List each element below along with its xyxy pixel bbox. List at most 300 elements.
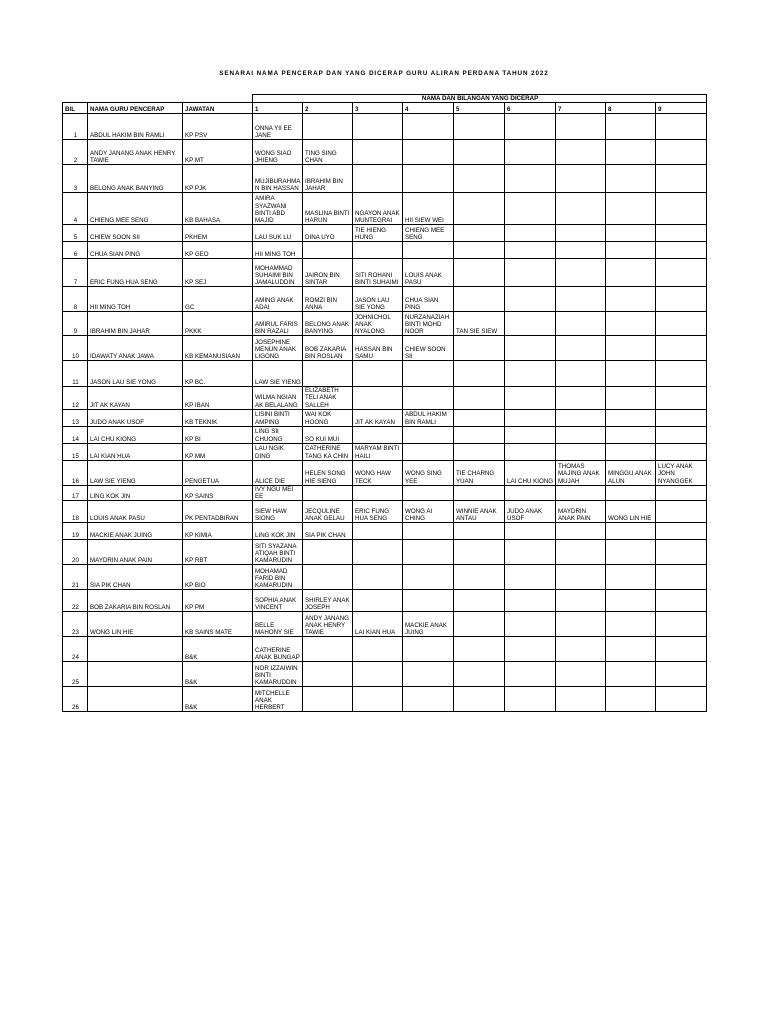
observed-teacher [656, 114, 707, 140]
position: KP PJK [183, 165, 253, 193]
observed-teacher [556, 336, 606, 361]
observed-teacher: NGAYON ANAK MUNTEGRAI [353, 193, 403, 225]
observed-teacher [606, 193, 656, 225]
column-header: 6 [505, 103, 556, 114]
observed-teacher [606, 361, 656, 387]
observed-teacher: ALICE DIE [253, 460, 303, 485]
observed-teacher [656, 687, 707, 712]
observed-teacher [656, 336, 707, 361]
observed-teacher [403, 540, 454, 565]
observed-teacher [556, 565, 606, 590]
observed-teacher: WONG AI CHING [403, 501, 454, 523]
observed-teacher: TING SING CHAN [303, 140, 353, 165]
observed-teacher [556, 409, 606, 426]
observed-teacher [606, 387, 656, 410]
observer-name: ABDUL HAKIM BIN RAMLI [88, 114, 183, 140]
observed-teacher [656, 565, 707, 590]
row-number: 15 [63, 443, 88, 460]
observed-teacher: ABDUL HAKIM BIN RAMLI [403, 409, 454, 426]
observed-teacher: AMING ANAK ADAI [253, 287, 303, 312]
table-row [63, 140, 707, 165]
observed-teacher: MUJIBURAHMAN BIN HASSAN [253, 165, 303, 193]
position: PKKK [183, 312, 253, 336]
observed-teacher [556, 193, 606, 225]
observed-teacher: TIE CHARNG YUAN [454, 460, 505, 485]
row-number: 6 [63, 242, 88, 259]
observed-teacher: JECQULINE ANAK GELAU [303, 501, 353, 523]
row-number: 19 [63, 523, 88, 540]
observed-teacher [403, 637, 454, 662]
table-row [63, 114, 707, 140]
observed-teacher [403, 590, 454, 612]
observed-teacher [403, 165, 454, 193]
observed-teacher [556, 242, 606, 259]
position: B&K [183, 687, 253, 712]
table-row [63, 590, 707, 612]
column-header: 9 [656, 103, 707, 114]
observed-teacher [353, 387, 403, 410]
row-number: 8 [63, 287, 88, 312]
observed-teacher [454, 540, 505, 565]
observed-teacher: NURZANAZIAH BINTI MOHD NOOR [403, 312, 454, 336]
observed-teacher: LAI CHU KIONG [505, 460, 556, 485]
observed-teacher: ELIZABETH TELI ANAK SALLEH [303, 387, 353, 410]
observed-teacher [656, 662, 707, 687]
observed-teacher [454, 409, 505, 426]
observed-teacher [656, 523, 707, 540]
observed-teacher: WONG LIN HIE [606, 501, 656, 523]
table-row [63, 312, 707, 336]
observed-teacher [403, 523, 454, 540]
observed-teacher [606, 523, 656, 540]
position: PK PENTADBIRAN [183, 501, 253, 523]
observed-teacher: MITCHELLE ANAK HERBERT [253, 687, 303, 712]
observed-teacher [556, 662, 606, 687]
observed-teacher: BELONG ANAK BANYING [303, 312, 353, 336]
observed-teacher [505, 662, 556, 687]
observed-teacher [606, 637, 656, 662]
observed-teacher [505, 687, 556, 712]
observed-teacher [505, 336, 556, 361]
observed-teacher [606, 409, 656, 426]
observed-teacher [454, 114, 505, 140]
observed-teacher [606, 242, 656, 259]
observed-teacher: HII MING TOH [253, 242, 303, 259]
observed-teacher: JUDO ANAK USOF [505, 501, 556, 523]
observed-teacher [403, 565, 454, 590]
observed-teacher [556, 114, 606, 140]
observed-teacher: HII SIEW WEI [403, 193, 454, 225]
observed-teacher [403, 387, 454, 410]
observed-teacher: WONG SING YEE [403, 460, 454, 485]
observed-teacher [454, 612, 505, 637]
observed-teacher: LUCY ANAK JOHN NYANGGEK [656, 460, 707, 485]
observed-teacher [454, 590, 505, 612]
table-row [63, 287, 707, 312]
table-row [63, 501, 707, 523]
table-row [63, 460, 707, 485]
observed-teacher [556, 361, 606, 387]
observed-teacher [403, 662, 454, 687]
table-row [63, 387, 707, 410]
table-row [63, 687, 707, 712]
observed-teacher [556, 590, 606, 612]
observer-name: ANDY JANANG ANAK HENRY TAWIE [88, 140, 183, 165]
row-number: 17 [63, 485, 88, 500]
observer-name: ERIC FUNG HUA SENG [88, 259, 183, 287]
observer-name: MAYDRIN ANAK PAIN [88, 540, 183, 565]
observed-teacher: ROMZI BIN ANNA [303, 287, 353, 312]
observed-teacher: ONNA YII EE JANE [253, 114, 303, 140]
observed-teacher [505, 165, 556, 193]
observed-teacher [505, 387, 556, 410]
position: KP IBAN [183, 387, 253, 410]
observed-teacher [303, 687, 353, 712]
row-number: 11 [63, 361, 88, 387]
observed-teacher [403, 361, 454, 387]
table-row [63, 242, 707, 259]
observed-teacher [606, 140, 656, 165]
row-number: 4 [63, 193, 88, 225]
observed-teacher [606, 287, 656, 312]
observer-name: JASON LAU SIE YONG [88, 361, 183, 387]
observed-teacher [303, 662, 353, 687]
row-number: 26 [63, 687, 88, 712]
observed-teacher [303, 361, 353, 387]
observed-teacher: TIE HIENG HUNG [353, 225, 403, 242]
observer-name: CHIEW SOON SII [88, 225, 183, 242]
observed-teacher: JOHNICHOL ANAK NYALONG [353, 312, 403, 336]
observed-teacher [353, 687, 403, 712]
table-body [63, 114, 707, 712]
observed-teacher [556, 259, 606, 287]
observer-name: IDAWATY ANAK JAWA [88, 336, 183, 361]
observed-teacher [656, 312, 707, 336]
observed-teacher [606, 165, 656, 193]
observed-teacher [303, 565, 353, 590]
observed-teacher [353, 242, 403, 259]
observed-teacher: JIT AK KAYAN [353, 409, 403, 426]
observed-teacher [505, 114, 556, 140]
observed-teacher [505, 637, 556, 662]
observed-teacher [303, 114, 353, 140]
observed-teacher [505, 409, 556, 426]
observed-teacher [556, 165, 606, 193]
observed-teacher: NOR IZZAIWIN BINTI KAMARUDDIN [253, 662, 303, 687]
observed-teacher [606, 259, 656, 287]
table-row [63, 612, 707, 637]
observed-teacher [505, 225, 556, 242]
observed-teacher: LAU NGIK DING [253, 443, 303, 460]
observed-teacher [556, 523, 606, 540]
observed-teacher: MACKIE ANAK JUING [403, 612, 454, 637]
observed-teacher [505, 312, 556, 336]
observed-teacher [556, 687, 606, 712]
observed-teacher [656, 426, 707, 443]
position: KP SAINS [183, 485, 253, 500]
row-number: 18 [63, 501, 88, 523]
observed-teacher: LING KOK JIN [253, 523, 303, 540]
observed-teacher [454, 259, 505, 287]
observed-teacher [454, 637, 505, 662]
observed-teacher [606, 612, 656, 637]
position: B&K [183, 637, 253, 662]
observed-teacher: THOMAS MAJING ANAK MUJAH [556, 460, 606, 485]
row-number: 7 [63, 259, 88, 287]
observed-teacher: LAU SUK LU [253, 225, 303, 242]
row-number: 5 [63, 225, 88, 242]
observed-teacher: TAN SIE SIEW [454, 312, 505, 336]
observed-teacher [303, 242, 353, 259]
observed-teacher [606, 485, 656, 500]
position: KB TEKNIK [183, 409, 253, 426]
observer-name: LOUIS ANAK PASU [88, 501, 183, 523]
observed-teacher [656, 443, 707, 460]
observed-teacher [656, 287, 707, 312]
observed-teacher: SHIRLEY ANAK JOSEPH [303, 590, 353, 612]
observed-teacher [606, 312, 656, 336]
observed-teacher [505, 287, 556, 312]
observed-teacher: AMIRA SYAZWANI BINTI ABD MAJID [253, 193, 303, 225]
observed-teacher: WONG HAW TECK [353, 460, 403, 485]
observed-teacher: BELLE MAHONY SIE [253, 612, 303, 637]
row-number: 10 [63, 336, 88, 361]
observed-teacher [454, 485, 505, 500]
observer-name: LING KOK JIN [88, 485, 183, 500]
position: KP RBT [183, 540, 253, 565]
observer-name: WONG LIN HIE [88, 612, 183, 637]
observed-teacher [656, 590, 707, 612]
position: KP BI [183, 426, 253, 443]
observed-teacher: HASSAN BIN SAMU [353, 336, 403, 361]
observed-teacher: CATHERINE TANG KA CHIN [303, 443, 353, 460]
observer-table [62, 94, 707, 712]
row-number: 3 [63, 165, 88, 193]
observed-teacher [353, 165, 403, 193]
table-row [63, 336, 707, 361]
row-number: 13 [63, 409, 88, 426]
observed-teacher [353, 523, 403, 540]
table-row [63, 637, 707, 662]
table-row [63, 409, 707, 426]
position: KP SEJ [183, 259, 253, 287]
observed-teacher [505, 540, 556, 565]
observed-teacher [505, 140, 556, 165]
row-number: 20 [63, 540, 88, 565]
observed-teacher: HELEN SONG HIE SIENG [303, 460, 353, 485]
observer-name [88, 687, 183, 712]
observed-teacher [353, 361, 403, 387]
observed-teacher: WAI KOK HOONG [303, 409, 353, 426]
observer-name: LAW SIE YIENG [88, 460, 183, 485]
observed-teacher [403, 426, 454, 443]
observer-name [88, 662, 183, 687]
observed-teacher: WINNIE ANAK ANTAU [454, 501, 505, 523]
position: KP GEO [183, 242, 253, 259]
row-number: 1 [63, 114, 88, 140]
position: KP BC. [183, 361, 253, 387]
observed-teacher [606, 114, 656, 140]
observed-teacher [454, 426, 505, 443]
observed-teacher [353, 565, 403, 590]
observed-teacher [505, 259, 556, 287]
observed-teacher: MASLINA BINTI HARUN [303, 193, 353, 225]
observed-teacher: JASON LAU SIE YONG [353, 287, 403, 312]
observed-teacher [303, 540, 353, 565]
observer-name: JIT AK KAYAN [88, 387, 183, 410]
observed-teacher [353, 485, 403, 500]
observed-teacher [353, 637, 403, 662]
table-row [63, 259, 707, 287]
table-row [63, 225, 707, 242]
observed-teacher: ERIC FUNG HUA SENG [353, 501, 403, 523]
column-header: 2 [303, 103, 353, 114]
observed-teacher [556, 485, 606, 500]
observed-teacher [656, 193, 707, 225]
observed-teacher: IBRAHIM BIN JAHAR [303, 165, 353, 193]
observed-teacher: SOPHIA ANAK VINCENT [253, 590, 303, 612]
observed-teacher [505, 523, 556, 540]
table-row [63, 165, 707, 193]
observed-teacher: AMIRUL FARIS BIN RAZALI [253, 312, 303, 336]
observed-teacher [403, 114, 454, 140]
observed-teacher [403, 242, 454, 259]
observed-teacher [403, 485, 454, 500]
observer-name: LAI CHU KIONG [88, 426, 183, 443]
observed-teacher [454, 193, 505, 225]
observed-teacher: WILMA NGIAN AK BELALANG [253, 387, 303, 410]
row-number: 23 [63, 612, 88, 637]
observed-teacher [656, 387, 707, 410]
table-row [63, 193, 707, 225]
table-row [63, 485, 707, 500]
observer-name: LAI KIAN HUA [88, 443, 183, 460]
observed-teacher: LING SII CHUONG [253, 426, 303, 443]
observed-teacher [505, 426, 556, 443]
column-header: 3 [353, 103, 403, 114]
observed-teacher [656, 501, 707, 523]
observed-teacher [656, 225, 707, 242]
observed-teacher [454, 287, 505, 312]
observed-teacher [454, 140, 505, 165]
observed-teacher [353, 426, 403, 443]
observed-teacher [556, 140, 606, 165]
observed-teacher: SO KUI MUI [303, 426, 353, 443]
position: KP BIO [183, 565, 253, 590]
observed-teacher [606, 662, 656, 687]
observed-teacher: JAIRON BIN SINTAR [303, 259, 353, 287]
observed-teacher [556, 387, 606, 410]
table-row [63, 361, 707, 387]
column-header: BIL [63, 103, 88, 114]
row-number: 14 [63, 426, 88, 443]
observed-teacher: MINGGU ANAK ALUN [606, 460, 656, 485]
observed-teacher [656, 485, 707, 500]
table-row [63, 443, 707, 460]
row-number: 22 [63, 590, 88, 612]
table-row [63, 662, 707, 687]
table-row [63, 540, 707, 565]
observed-teacher: CHIENG MEE SENG [403, 225, 454, 242]
observed-teacher: CHIEW SOON SII [403, 336, 454, 361]
observed-teacher [606, 540, 656, 565]
column-header-row [63, 103, 707, 114]
row-number: 12 [63, 387, 88, 410]
observed-teacher [556, 225, 606, 242]
observed-teacher [303, 485, 353, 500]
observed-teacher [454, 165, 505, 193]
observed-teacher [606, 687, 656, 712]
observer-name: CHUA SIAN PING [88, 242, 183, 259]
observed-teacher [454, 336, 505, 361]
observed-teacher [606, 225, 656, 242]
observed-teacher [606, 565, 656, 590]
observed-teacher: IVY NGU MEI EE [253, 485, 303, 500]
observed-teacher: LOUIS ANAK PASU [403, 259, 454, 287]
observer-name [88, 637, 183, 662]
position: KP PM [183, 590, 253, 612]
observed-teacher: CHUA SIAN PING [403, 287, 454, 312]
observed-teacher [606, 443, 656, 460]
observed-teacher [454, 662, 505, 687]
observed-teacher [656, 140, 707, 165]
column-header: JAWATAN [183, 103, 253, 114]
observed-teacher [303, 637, 353, 662]
observed-teacher [656, 612, 707, 637]
observed-teacher [403, 687, 454, 712]
position: KB KEMANUSIAAN [183, 336, 253, 361]
observed-teacher: LAW SIE YIENG [253, 361, 303, 387]
position: KP PSV [183, 114, 253, 140]
observed-teacher [656, 409, 707, 426]
observed-teacher: MOHAMAD FARID BIN KAMARUDIN [253, 565, 303, 590]
column-header: 1 [253, 103, 303, 114]
position: KP KIMIA [183, 523, 253, 540]
observer-name: BOB ZAKARIA BIN ROSLAN [88, 590, 183, 612]
observed-teacher [454, 242, 505, 259]
observed-teacher: MAYDRIN ANAK PAIN [556, 501, 606, 523]
observed-teacher [505, 242, 556, 259]
observed-teacher [454, 523, 505, 540]
observed-teacher [606, 590, 656, 612]
observed-teacher [505, 590, 556, 612]
observed-teacher [556, 426, 606, 443]
header-spacer [63, 95, 253, 103]
table-row [63, 565, 707, 590]
observed-teacher [656, 540, 707, 565]
row-number: 25 [63, 662, 88, 687]
observed-teacher: BOB ZAKARIA BIN ROSLAN [303, 336, 353, 361]
observed-teacher [505, 485, 556, 500]
observed-teacher [353, 114, 403, 140]
observer-name: CHIENG MEE SENG [88, 193, 183, 225]
column-header: NAMA GURU PENCERAP [88, 103, 183, 114]
observer-name: MACKIE ANAK JUING [88, 523, 183, 540]
observed-teacher [454, 225, 505, 242]
observed-teacher [556, 637, 606, 662]
observed-teacher [353, 590, 403, 612]
observed-teacher [353, 540, 403, 565]
row-number: 24 [63, 637, 88, 662]
observed-teacher: SITI SYAZANA ATIQAH BINTI KAMARUDIN [253, 540, 303, 565]
document-title: SENARAI NAMA PENCERAP DAN YANG DICERAP GURU ALIRAN PERDANA TAHUN 2022 [219, 70, 549, 77]
row-number: 16 [63, 460, 88, 485]
observed-teacher [656, 242, 707, 259]
position: GC [183, 287, 253, 312]
observed-teacher: SIEW HAW SIONG [253, 501, 303, 523]
position: PKHEM [183, 225, 253, 242]
observed-teacher: ANDY JANANG ANAK HENRY TAWIE [303, 612, 353, 637]
